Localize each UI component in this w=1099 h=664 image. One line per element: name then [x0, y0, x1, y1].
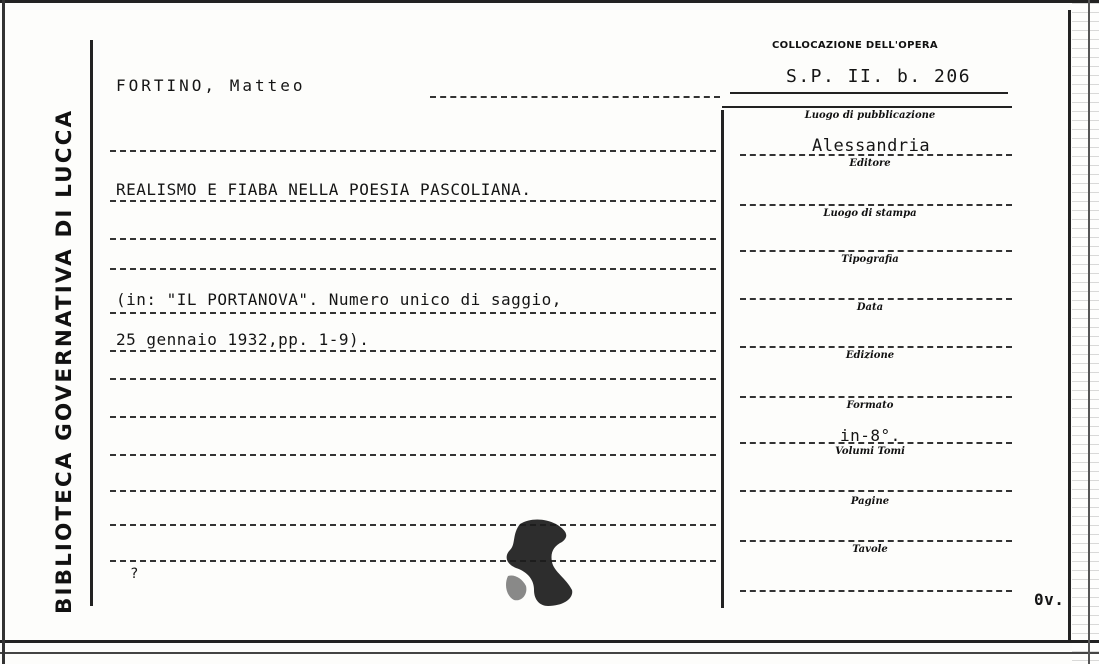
- card-border-bottom: [0, 640, 1099, 643]
- field-label-tipografia: Tipografia: [841, 254, 899, 265]
- field-rule: [740, 396, 1012, 398]
- field-rule: [740, 490, 1012, 492]
- edge-noise: [1072, 0, 1099, 664]
- body-rule: [110, 200, 716, 202]
- author-heading: FORTINO, Matteo: [116, 76, 306, 95]
- institution-name: BIBLIOTECA GOVERNATIVA DI LUCCA: [52, 108, 77, 614]
- field-rule: [740, 250, 1012, 252]
- field-label-edizione: Edizione: [845, 350, 895, 361]
- field-label-data: Data: [856, 302, 884, 313]
- field-rule: [740, 540, 1012, 542]
- collocation-value: S.P. II. b. 206: [786, 66, 972, 87]
- author-rule: [430, 96, 720, 98]
- collocation-label: COLLOCAZIONE DELL'OPERA: [772, 40, 938, 51]
- body-rule: [110, 350, 716, 352]
- body-rule: [110, 454, 716, 456]
- card-border-right: [1068, 10, 1071, 642]
- note-line-1: (in: "IL PORTANOVA". Numero unico di saggio,: [116, 290, 562, 309]
- body-rule: [110, 490, 716, 492]
- collocation-rule: [730, 92, 1008, 94]
- field-rule: [740, 442, 1012, 444]
- body-rule: [110, 524, 716, 526]
- field-value-formato: in-8°.: [840, 426, 901, 445]
- field-label-luogo-stampa: Luogo di stampa: [823, 208, 917, 219]
- left-margin-rule: [90, 40, 93, 606]
- field-rule: [740, 204, 1012, 206]
- card-border-bottom-outer: [0, 652, 1099, 654]
- card-border-top: [0, 0, 1099, 3]
- field-label-volumi-tomi: Volumi Tomi: [835, 446, 905, 457]
- field-label-tavole: Tavole: [852, 544, 888, 555]
- field-label-editore: Editore: [849, 158, 891, 169]
- body-rule: [110, 150, 716, 152]
- card-border-left: [2, 0, 5, 664]
- right-column-top-rule: [722, 106, 1012, 108]
- corner-mark: 0v.: [1034, 590, 1065, 609]
- field-rule: [740, 346, 1012, 348]
- body-rule: [110, 378, 716, 380]
- note-line-2: 25 gennaio 1932,pp. 1-9).: [116, 330, 370, 349]
- field-rule: [740, 154, 1012, 156]
- right-column-rule: [721, 110, 724, 608]
- title-text: REALISMO E FIABA NELLA POESIA PASCOLIANA.: [116, 180, 532, 199]
- field-value-luogo-pubblicazione: Alessandria: [812, 136, 931, 156]
- field-label-luogo-pubblicazione: Luogo di pubblicazione: [804, 110, 936, 121]
- body-rule: [110, 312, 716, 314]
- body-rule: [110, 416, 716, 418]
- body-rule: [110, 560, 716, 562]
- body-rule: [110, 268, 716, 270]
- field-rule: [740, 590, 1012, 592]
- body-rule: [110, 238, 716, 240]
- field-label-formato: Formato: [846, 400, 894, 411]
- ink-stamp-blot: [500, 516, 576, 608]
- margin-mark: ?: [130, 566, 139, 582]
- card-border-right-outer: [1088, 0, 1090, 664]
- field-label-pagine: Pagine: [850, 496, 890, 507]
- field-rule: [740, 298, 1012, 300]
